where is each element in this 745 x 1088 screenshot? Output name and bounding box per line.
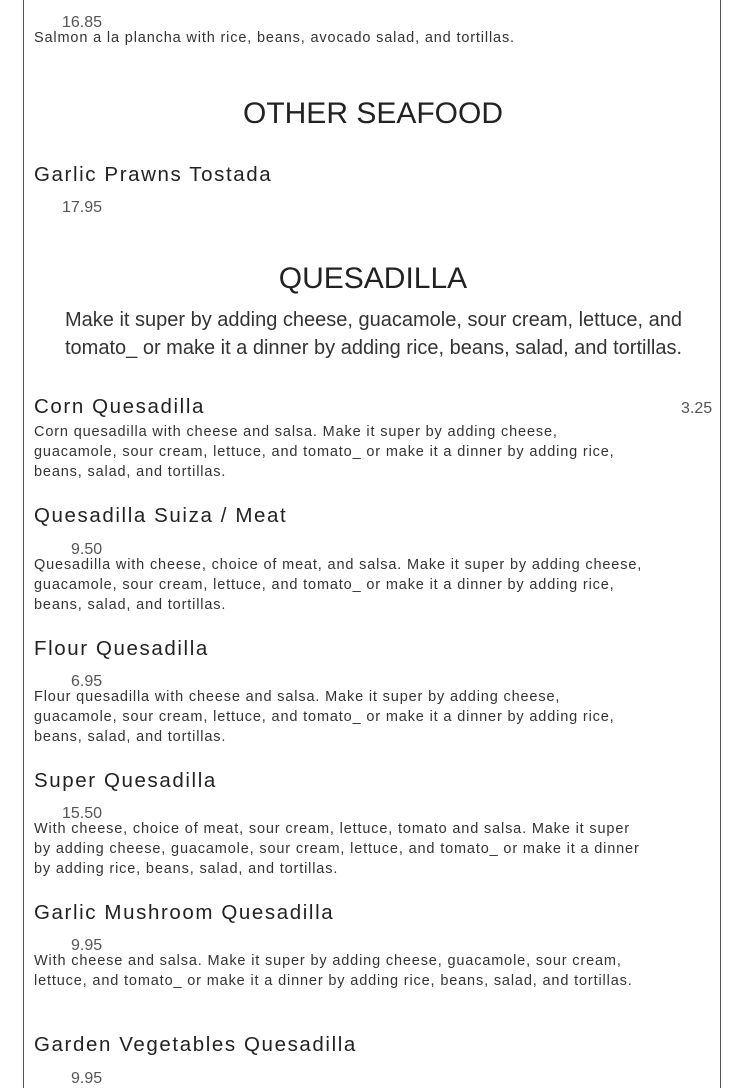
- menu-item-price: 16.85: [62, 14, 103, 31]
- menu-item-price: 15.50: [62, 805, 103, 822]
- menu-item-description: Corn quesadilla with cheese and salsa. Make it super by adding cheese, guacamole, sour cream, lettuce, and tomato_ or make it a dinner by adding rice, beans, salad, and tortillas.: [34, 424, 615, 480]
- section-note: Make it super by adding cheese, guacamole, sour cream, lettuce, and tomato_ or make it a dinner by adding rice, beans, salad, and tortillas.: [65, 309, 683, 359]
- menu-item-name: Corn Quesadilla: [34, 395, 205, 418]
- menu-item-price: 6.95: [71, 673, 103, 690]
- menu-item-name: Super Quesadilla: [34, 769, 217, 792]
- menu-item-price: 9.95: [71, 1070, 103, 1087]
- menu-item-description: With cheese and salsa. Make it super by adding cheese, guacamole, sour cream, lettuce, and tomato_ or make it a dinner by adding rice, beans, salad, and tortillas.: [34, 953, 633, 989]
- menu-item-price: 3.25: [681, 400, 713, 417]
- menu-item-description: Flour quesadilla with cheese and salsa. Make it super by adding cheese, guacamole, sour cream, lettuce, and tomato_ or make it a dinner by adding rice, beans, salad, and tortillas.: [34, 689, 615, 745]
- menu-item-description: Quesadilla with cheese, choice of meat, and salsa. Make it super by adding cheese, guacamole, sour cream, lettuce, and tomato_ or make it a dinner by adding rice, beans, salad, and tortillas.: [34, 557, 643, 613]
- section-title-quesadilla: QUESADILLA: [278, 262, 468, 295]
- menu-item-description: With cheese, choice of meat, sour cream, lettuce, tomato and salsa. Make it super by adding cheese, guacamole, sour cream, lettuce, and tomato_ or make it a dinner by adding rice, beans, salad, and tortillas.: [34, 821, 640, 877]
- menu-item-name: Flour Quesadilla: [34, 637, 209, 660]
- menu-item-description: Salmon a la plancha with rice, beans, avocado salad, and tortillas.: [34, 30, 515, 46]
- menu-item-price: 9.50: [71, 541, 103, 558]
- menu-item-price: 17.95: [62, 199, 103, 216]
- menu-item-name: Garlic Mushroom Quesadilla: [34, 901, 335, 924]
- menu-item-name: Quesadilla Suiza / Meat: [34, 504, 288, 527]
- section-title-other-seafood: OTHER SEAFOOD: [242, 97, 504, 130]
- menu-item-price: 9.95: [71, 937, 103, 954]
- menu-page: [23, 0, 721, 1088]
- menu-item-name: Garlic Prawns Tostada: [34, 163, 273, 186]
- menu-item-name: Garden Vegetables Quesadilla: [34, 1033, 357, 1056]
